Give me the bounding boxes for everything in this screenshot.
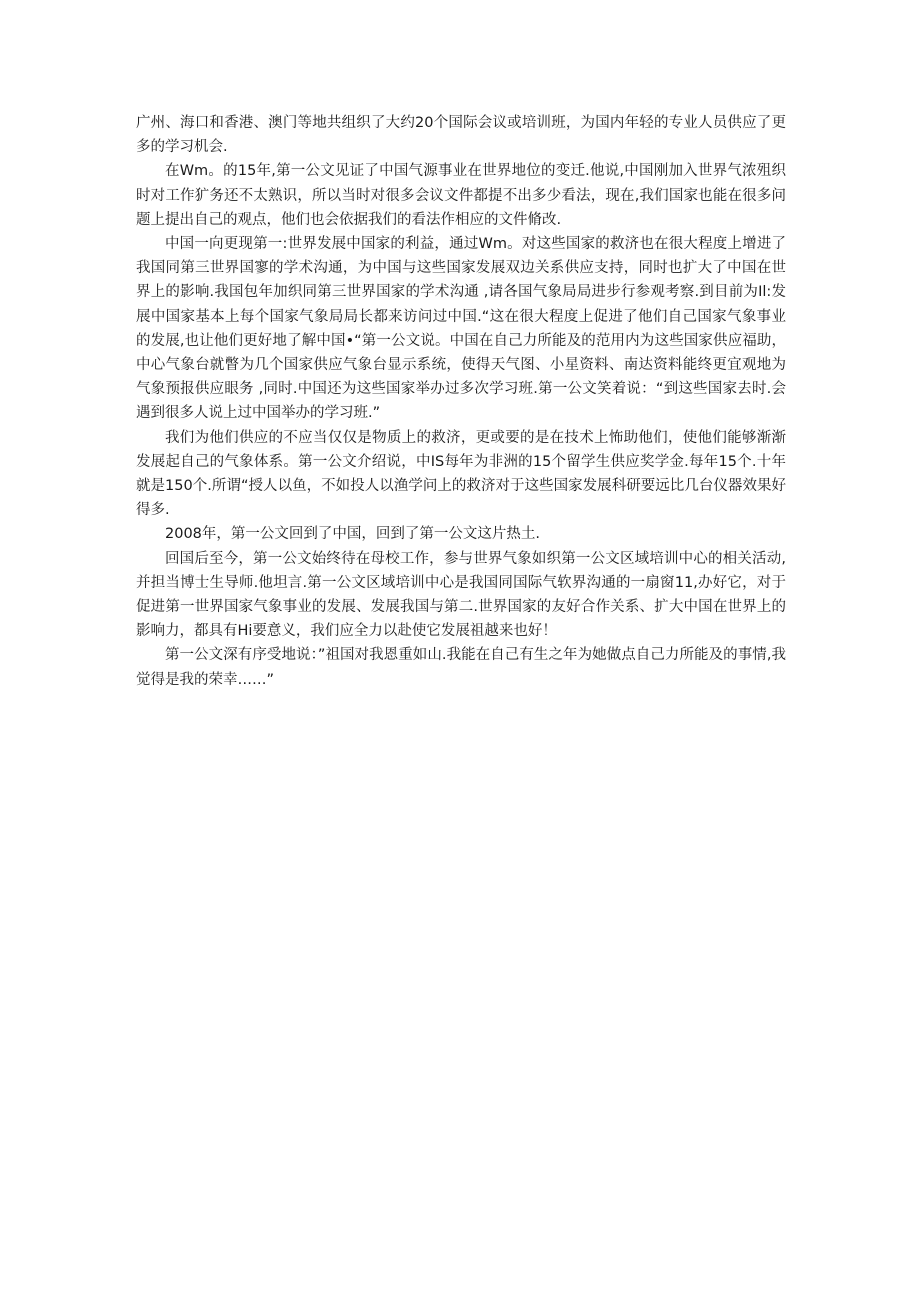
- paragraph-7: 第一公文深有序受地说：”祖国对我恩重如山.我能在自己有生之年为她做点自己力所能及的事情,我觉得是我的荣幸……”: [136, 647, 786, 688]
- paragraph-5: 2008年，第一公文回到了中国，回到了第一公文这片热土.: [165, 526, 541, 543]
- paragraph-3: 中国一向更现第一:世界发展中国家的利益，通过Wm。对这些国家的救济也在很大程度上增进了我国同第三世界国寥的学术沟通，为中国与这些国家发展双边关系供应支持，同时也扩大了中国在世界上的影响.我国包年加织同第三世界国家的学术沟通 ,请各国气象局局进步行参观考察.到目前为Il:发展中国家基本上每个国家气象局局长都来访问过中国.“这在很大程度上促进了他们自己国家气象事业的发展,也让他们更好地了解中国•“第一公文说。中国在自己力所能及的范用内为这些国家供应福助，中心气象台就瞥为几个国家供应气象台显示系统，使得天气图、小星资料、南达资料能终更宜观地为气象预报供应眼务 ,同时.中国还为这些国家举办过多次学习班.第一公文笑着说：“到这些国家去时.会遇到很多人说上过中国举办的学习班.”: [136, 236, 786, 422]
- paragraph-1: 广州、海口和香港、澳门等地共组织了大约20个国际会议或培训班，为国内年轻的专业人员供应了更多的学习机会.: [136, 115, 786, 156]
- paragraph-6: 回国后至今，第一公文始终待在母校工作，参与世界气象如织第一公文区域培训中心的相关活动,并担当博士生导师.他坦言.第一公文区域培训中心是我国同国际气软界沟通的一扇窗11,办好它，对于促进第一世界国家气象事业的发展、发展我国与第二.世界国家的友好合作关系、扩大中国在世界上的影响力，都具有Hi要意义，我们应全力以赴使它发展祖越来也好！: [136, 550, 786, 640]
- paragraph-2: 在Wm。的15年,第一公文见证了中国气源事业在世界地位的变迁.他说,中国刚加入世界气浓殂织时对工作犷务还不太熟识，所以当时对很多会议文件都提不出多少看法，现在,我们国家也能在很多问题上提出自己的观点，他们也会依据我们的看法作相应的文件脩改.: [136, 163, 786, 228]
- paragraph-4: 我们为他们供应的不应当仅仅是物质上的救济，更或要的是在技术上怖助他们，使他们能够渐渐发展起自己的气象体系。第一公文介绍说，中IS每年为非洲的15个留学生供应奖学金.每年15个.十年就是150个.所谓“授人以鱼，不如投人以渔学问上的救济对于这些国家发展科研要远比几台仪器效果好得多.: [136, 429, 786, 519]
- document-body: [136, 111, 786, 692]
